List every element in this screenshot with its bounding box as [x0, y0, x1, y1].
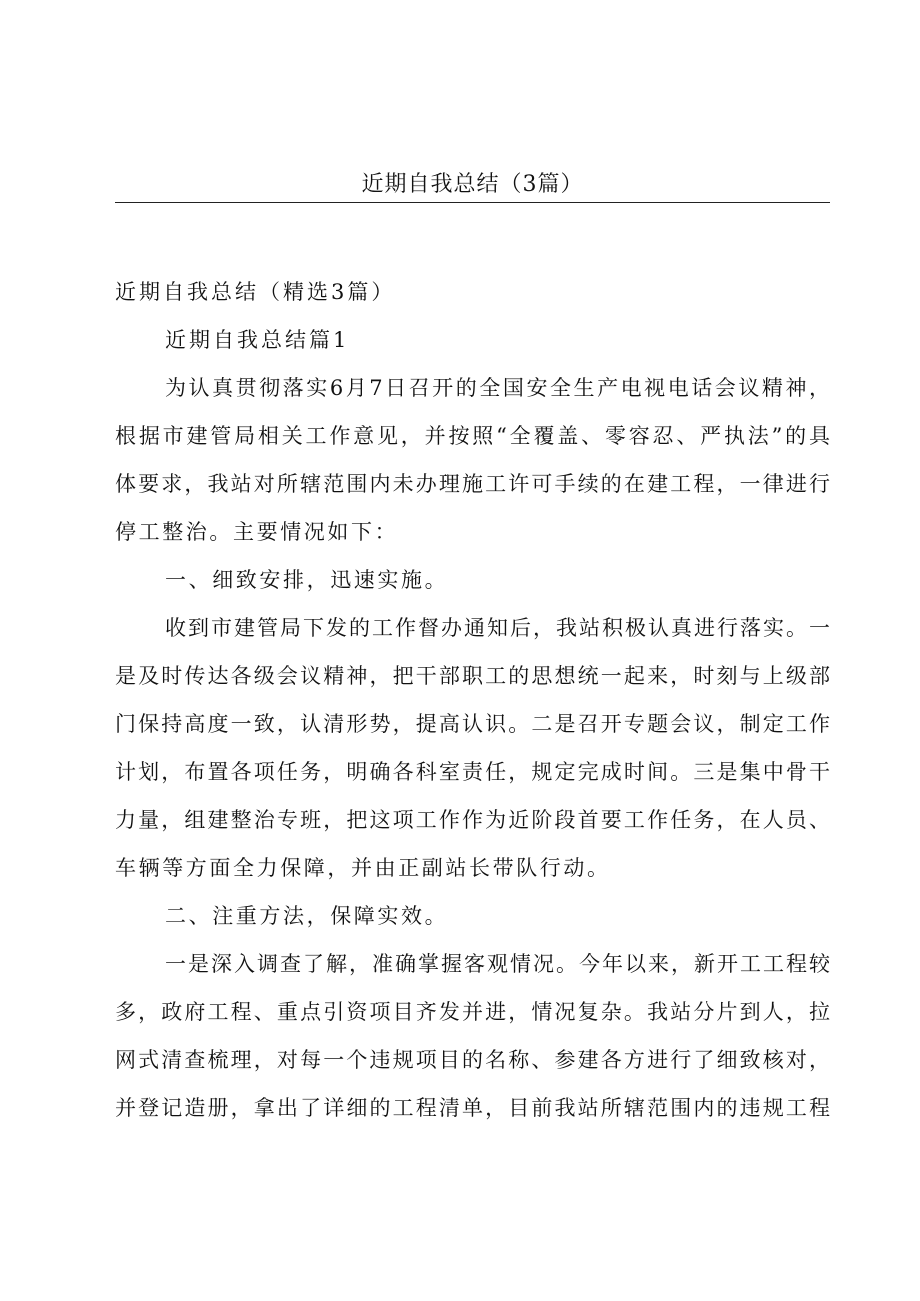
paragraph-line: 收到市建管局下发的工作督办通知后，我站积极认真进行落实。一: [165, 616, 830, 640]
document-body: [115, 268, 830, 1132]
paragraph-line: 是及时传达各级会议精神，把干部职工的思想统一起来，时刻与上级部: [115, 664, 830, 688]
subheading: 一、细致安排，迅速实施。: [165, 568, 449, 592]
paragraph-line: 一是深入调查了解，准确掌握客观情况。今年以来，新开工工程较: [165, 952, 830, 976]
section-heading: 近期自我总结篇1: [165, 328, 350, 352]
title-underline: [115, 202, 830, 203]
paragraph-line: 门保持高度一致，认清形势，提高认识。二是召开专题会议，制定工作: [115, 712, 830, 736]
document-subtitle: 近期自我总结（精选3篇）: [115, 280, 396, 304]
paragraph-line: 根据市建管局相关工作意见，并按照“全覆盖、零容忍、严执法”的具: [115, 424, 830, 448]
paragraph-line: 为认真贯彻落实6月7日召开的全国安全生产电视电话会议精神，: [165, 376, 830, 400]
paragraph-line: 并登记造册，拿出了详细的工程清单，目前我站所辖范围内的违规工程: [115, 1096, 830, 1120]
document-title: 近期自我总结（3篇）: [361, 172, 584, 197]
paragraph-line: 车辆等方面全力保障，并由正副站长带队行动。: [115, 856, 611, 880]
paragraph-line: 计划，布置各项任务，明确各科室责任，规定完成时间。三是集中骨干: [115, 760, 830, 784]
paragraph-line: 体要求，我站对所辖范围内未办理施工许可手续的在建工程，一律进行: [115, 472, 830, 496]
paragraph-line: 网式清查梳理，对每一个违规项目的名称、参建各方进行了细致核对，: [115, 1048, 830, 1072]
paragraph-line: 多，政府工程、重点引资项目齐发并进，情况复杂。我站分片到人，拉: [115, 1000, 830, 1024]
subheading: 二、注重方法，保障实效。: [165, 904, 449, 928]
paragraph-line: 力量，组建整治专班，把这项工作作为近阶段首要工作任务，在人员、: [115, 808, 830, 832]
paragraph-line: 停工整治。主要情况如下：: [115, 520, 399, 544]
